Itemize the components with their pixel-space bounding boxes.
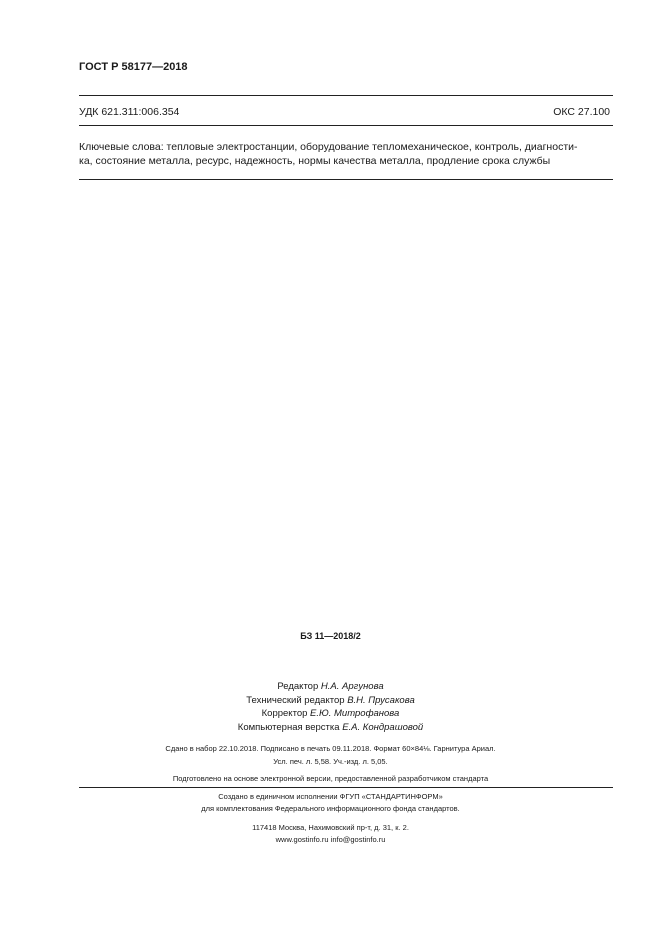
print-info-line-1: Сдано в набор 22.10.2018. Подписано в печать 09.11.2018. Формат 60×84⅛. Гарнитура Ариал. xyxy=(165,744,496,753)
keywords-divider xyxy=(79,179,613,180)
staff-role: Редактор xyxy=(277,681,319,692)
print-info-line-2: Усл. печ. л. 5,58. Уч.-изд. л. 5,05. xyxy=(273,757,388,766)
editorial-staff xyxy=(0,680,661,734)
staff-name: Н.А. Аргунова xyxy=(320,681,384,692)
staff-role: Технический редактор xyxy=(246,694,345,706)
keywords-line-1: Ключевые слова: тепловые электростанции, оборудование тепломеханическое, контроль, диагности- xyxy=(79,141,578,153)
top-divider xyxy=(79,95,613,96)
staff-role: Корректор xyxy=(261,708,308,719)
bz-number: БЗ 11—2018/2 xyxy=(300,631,361,641)
staff-role: Компьютерная верстка xyxy=(237,721,340,733)
keywords-block xyxy=(79,140,613,168)
oks-code: ОКС 27.100 xyxy=(553,106,610,118)
staff-name: Е.А. Кондрашовой xyxy=(342,721,424,733)
publisher-address: 117418 Москва, Нахимовский пр-т, д. 31, к. 2. xyxy=(252,823,409,832)
staff-editor xyxy=(0,680,661,694)
publisher-line-1: Создано в единичном исполнении ФГУП «СТАНДАРТИНФОРМ» xyxy=(218,792,443,801)
staff-layout xyxy=(0,721,661,735)
keywords-line-2: ка, состояние металла, ресурс, надежность, нормы качества металла, продление срока службы xyxy=(79,155,551,167)
print-info xyxy=(0,742,661,768)
publisher-info xyxy=(0,791,661,846)
prepared-note: Подготовлено на основе электронной версии, предоставленной разработчиком стандарта xyxy=(172,774,489,783)
staff-name: Е.Ю. Митрофанова xyxy=(310,708,400,719)
publisher-web: www.gostinfo.ru info@gostinfo.ru xyxy=(275,835,386,844)
classification-divider xyxy=(79,125,613,126)
standard-number: ГОСТ Р 58177—2018 xyxy=(79,61,188,73)
staff-proofreader xyxy=(0,707,661,721)
publisher-line-2: для комплектования Федерального информационного фонда стандартов. xyxy=(201,804,460,813)
staff-tech-editor xyxy=(0,694,661,708)
staff-name: В.Н. Прусакова xyxy=(347,694,415,706)
publisher-divider xyxy=(79,787,613,788)
udc-code: УДК 621.311:006.354 xyxy=(79,106,180,118)
